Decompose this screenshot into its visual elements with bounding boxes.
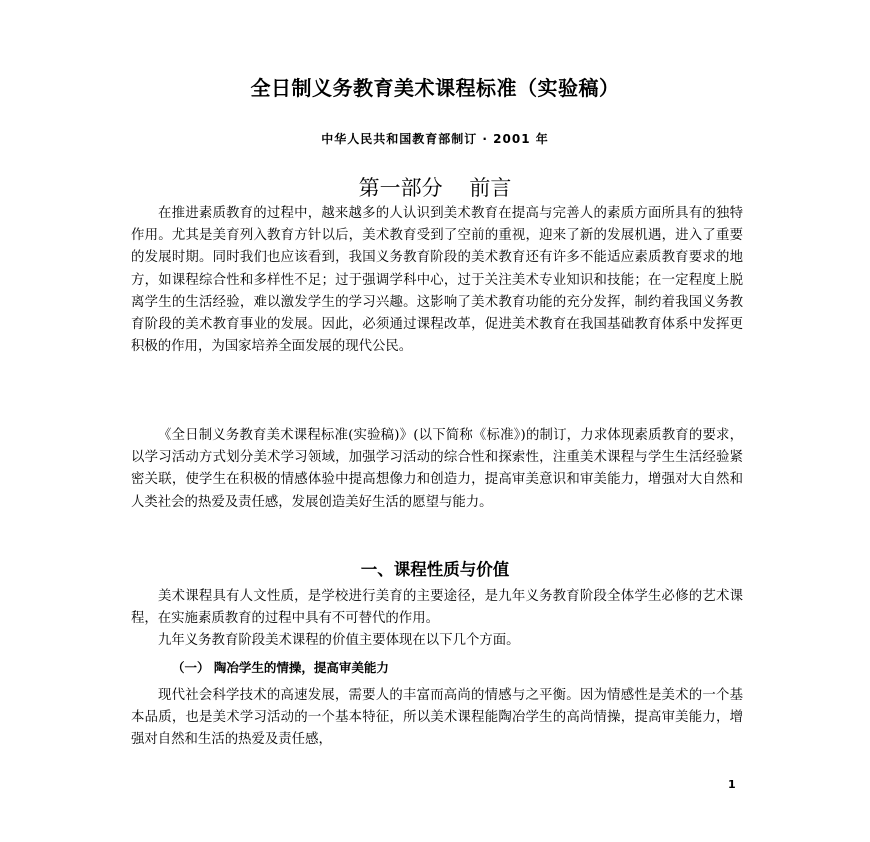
paragraph: 九年义务教育阶段美术课程的价值主要体现在以下几个方面。: [158, 633, 520, 648]
document-title: 全日制义务教育美术课程标准（实验稿）: [250, 76, 620, 100]
paragraph: 美术课程具有人文性质，是学校进行美育的主要途径，是九年义务教育阶段全体学生必修的艺术课程，在实施素质教育的过程中具有不可替代的作用。: [131, 589, 743, 627]
paragraph: 《全日制义务教育美术课程标准(实验稿)》(以下简称《标准》)的制订，力求体现素质教育的要求，以学习活动方式划分美术学习领域，加强学习活动的综合性和探索性，注重美术课程与学生生活经验紧密关联，使学生在积极的情感体验中提高想像力和创造力，提高审美意识和审美能力，增强对大自然和人类社会的热爱及责任感，发展创造美好生活的愿望与能力。: [131, 428, 743, 510]
subsection-heading: （一） 陶冶学生的情操，提高审美能力: [172, 660, 389, 675]
section-heading: 一、课程性质与价值: [360, 560, 510, 579]
paragraph: 在推进素质教育的过程中，越来越多的人认识到美术教育在提高与完善人的素质方面所具有的独特作用。尤其是美育列入教育方针以后，美术教育受到了空前的重视，迎来了新的发展机遇，进入了重要的发展时期。同时我们也应该看到，我国义务教育阶段的美术教育还有许多不能适应素质教育要求的地方，如课程综合性和多样性不足；过于强调学科中心，过于关注美术专业知识和技能；在一定程度上脱离学生的生活经验，难以激发学生的学习兴趣。这影响了美术教育功能的充分发挥，制约着我国义务教育阶段的美术教育事业的发展。因此，必须通过课程改革，促进美术教育在我国基础教育体系中发挥更积极的作用，为国家培养全面发展的现代公民。: [131, 206, 743, 355]
part-heading: 第一部分 前言: [358, 176, 512, 200]
paragraph: 现代社会科学技术的高速发展，需要人的丰富而高尚的情感与之平衡。因为情感性是美术的一个基本品质，也是美术学习活动的一个基本特征，所以美术课程能陶冶学生的高尚情操，提高审美能力，增强对自然和生活的热爱及责任感，: [131, 688, 743, 748]
page-number: 1: [728, 778, 736, 791]
document-subtitle: 中华人民共和国教育部制订 · 2001 年: [321, 132, 549, 146]
